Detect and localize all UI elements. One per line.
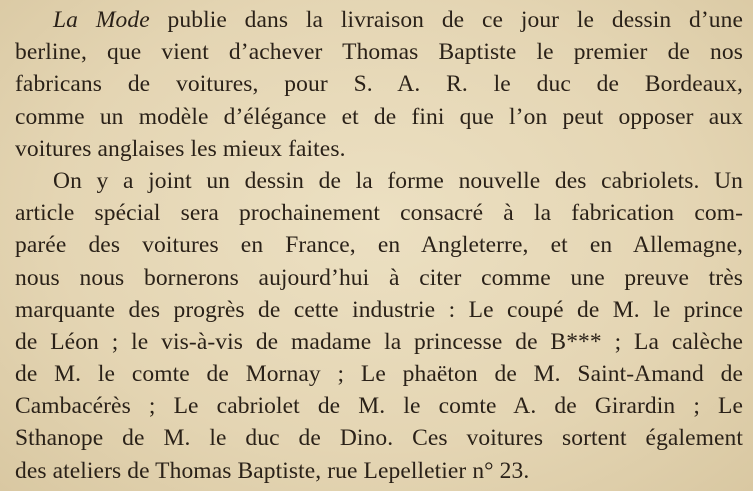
text-line: Cambacérès ; Le cabriolet de M. le comte A. de Girardin ; Le: [15, 393, 743, 420]
text-line: On y a joint un dessin de la forme nouvelle des cabriolets. Un: [53, 167, 743, 194]
text-line: nous nous bornerons aujourd’hui à citer comme une preuve très: [15, 264, 743, 291]
text-line: fabricans de voitures, pour S. A. R. le duc de Bordeaux,: [15, 71, 743, 98]
text-line: voitures anglaises les mieux faites.: [15, 135, 346, 162]
publication-title: La Mode: [53, 7, 150, 33]
text-line: parée des voitures en France, en Angleterre, et en Allemagne,: [15, 232, 743, 259]
text-line: comme un modèle d’élégance et de fini que l’on peut opposer aux: [15, 103, 743, 130]
text-line: [15, 4, 743, 36]
text-line: de Léon ; le vis-à-vis de madame la princesse de B*** ; La calèche: [15, 328, 743, 355]
paragraph-2: [15, 165, 743, 487]
text-line: de M. le comte de Mornay ; Le phaëton de M. Saint-Amand de: [15, 361, 743, 388]
text-line: berline, que vient d’achever Thomas Baptiste le premier de nos: [15, 39, 743, 66]
paragraph-1: [15, 4, 743, 165]
text-line: marquante des progrès de cette industrie : Le coupé de M. le prince: [15, 296, 743, 323]
text-line: des ateliers de Thomas Baptiste, rue Lepelletier n° 23.: [15, 457, 530, 484]
text-line: article spécial sera prochainement consacré à la fabrication com-: [15, 200, 743, 227]
text-line-content: publie dans la livraison de ce jour le dessin d’une: [149, 7, 744, 33]
text-line: Sthanope de M. le duc de Dino. Ces voitures sortent également: [15, 425, 743, 452]
